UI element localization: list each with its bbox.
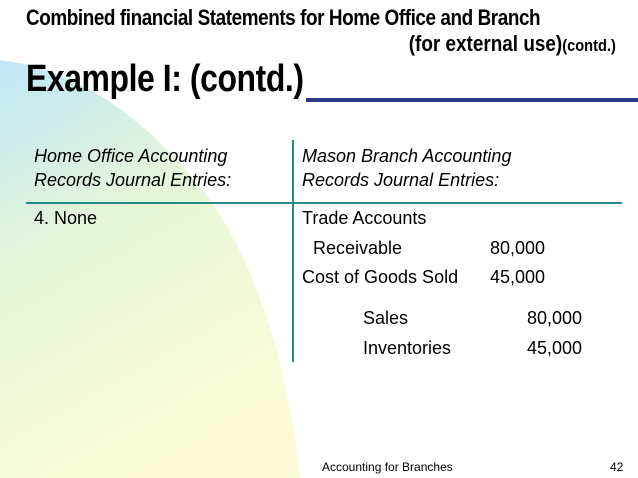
left-header-line2: Records Journal Entries: — [34, 170, 232, 190]
debit2-account: Cost of Goods Sold — [302, 267, 459, 287]
slide-title-line1: Combined financial Statements for Home Office and Branch — [26, 5, 541, 30]
debit2-amount: 45,000 — [490, 267, 546, 287]
debit1-amount: 80,000 — [490, 238, 546, 258]
footer-text: Accounting for Branches — [322, 460, 453, 474]
slide-title-line2 — [409, 31, 616, 57]
right-header-line2: Records Journal Entries: — [302, 170, 500, 190]
header-divider — [26, 202, 622, 204]
credit1-account: Sales — [363, 308, 409, 328]
right-column-header — [302, 144, 511, 192]
debit1-account-line1: Trade Accounts — [302, 208, 427, 228]
title-rule — [306, 98, 638, 102]
credit1-amount: 80,000 — [527, 308, 583, 328]
left-entry: 4. None — [34, 208, 98, 228]
page-number: 42 — [610, 460, 624, 474]
slide-heading: Example I: (contd.) — [26, 58, 304, 100]
title-line2-main: (for external use) — [408, 31, 563, 56]
title-line2-small: (contd.) — [562, 36, 616, 55]
left-column-header — [34, 144, 231, 192]
debit1-account-line2: Receivable — [313, 238, 403, 258]
credit2-amount: 45,000 — [527, 338, 583, 358]
right-header-line1: Mason Branch Accounting — [302, 146, 512, 166]
left-header-line1: Home Office Accounting — [34, 146, 228, 166]
column-divider — [292, 140, 294, 362]
credit2-account: Inventories — [363, 338, 452, 358]
